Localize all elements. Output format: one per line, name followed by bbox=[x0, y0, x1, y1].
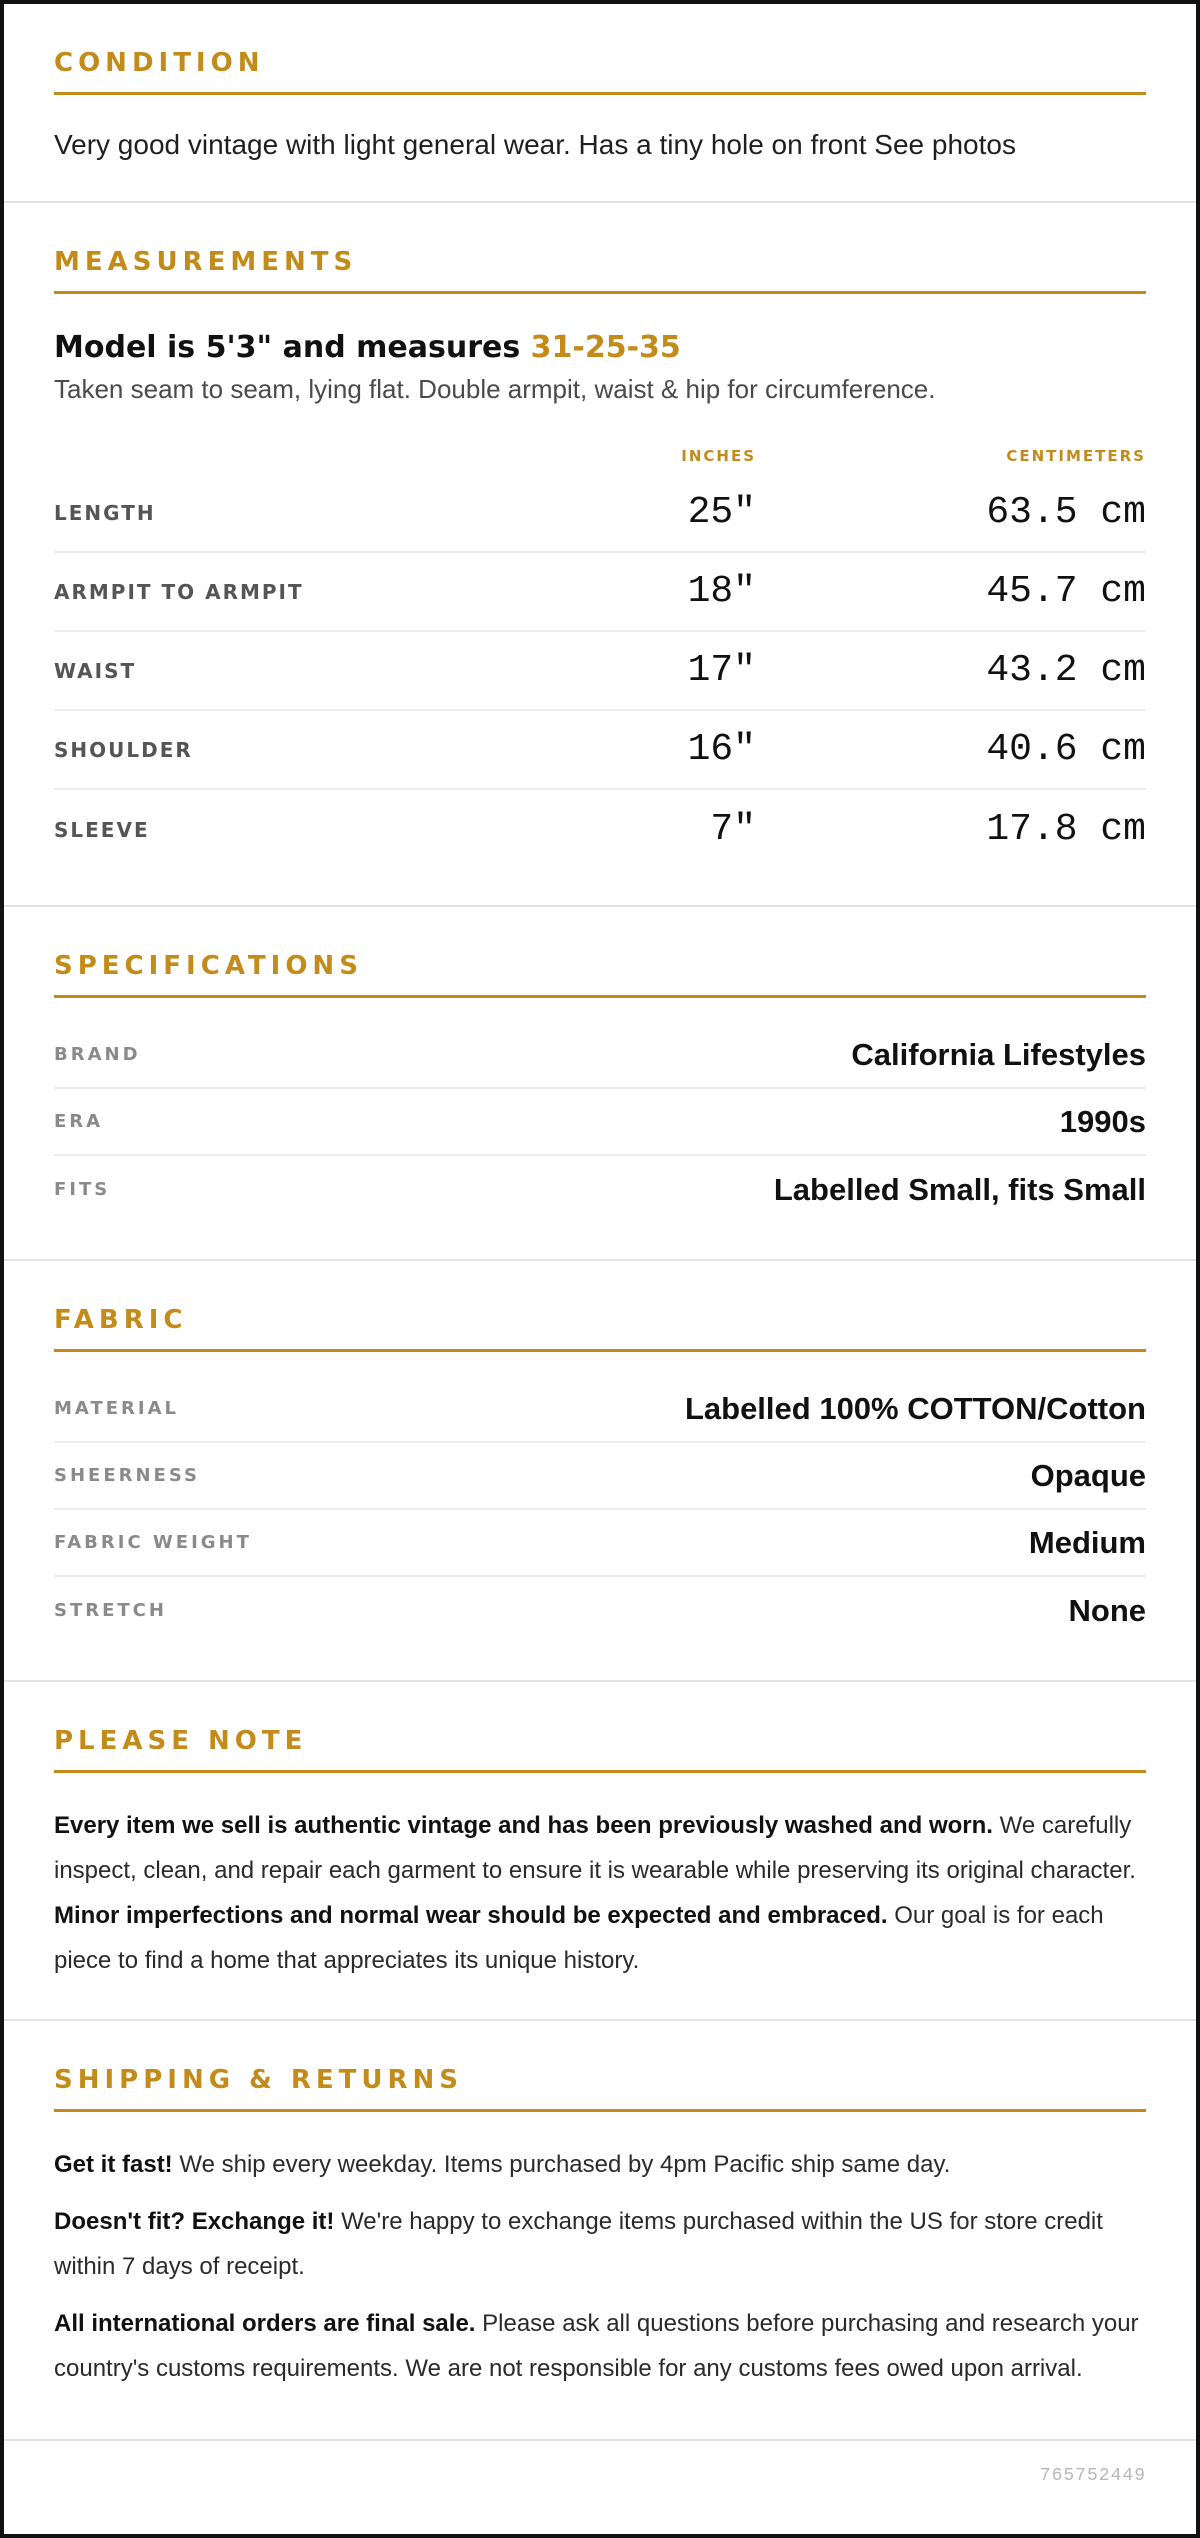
table-row bbox=[54, 711, 1146, 790]
please-note-heading: PLEASE NOTE bbox=[54, 1726, 1146, 1773]
specifications-heading: SPECIFICATIONS bbox=[54, 951, 1146, 998]
measurements-section bbox=[4, 203, 1196, 907]
spec-value: 1990s bbox=[1059, 1103, 1146, 1139]
note-text: Our goal is for each piece to find a home that appreciates its unique history. bbox=[54, 1902, 1104, 1974]
model-measurements bbox=[54, 328, 1146, 368]
shipping-emphasis: All international orders are final sale. bbox=[54, 2310, 476, 2337]
note-text: We carefully inspect, clean, and repair each garment to ensure it is wearable while preserving its original character. bbox=[54, 1812, 1136, 1884]
sku-number: 765752449 bbox=[1039, 2466, 1146, 2486]
please-note-section bbox=[4, 1682, 1196, 2021]
list-item bbox=[54, 1376, 1146, 1443]
model-measures-value: 31-25-35 bbox=[530, 330, 681, 365]
measurement-label: LENGTH bbox=[54, 500, 156, 525]
measurement-inches: 25" bbox=[687, 491, 756, 534]
note-emphasis: Minor imperfections and normal wear should be expected and embraced. bbox=[54, 1902, 888, 1929]
shipping-text: We ship every weekday. Items purchased by 4pm Pacific ship same day. bbox=[172, 2151, 951, 2178]
shipping-paragraph bbox=[54, 2136, 1146, 2187]
centimeters-column-header: CENTIMETERS bbox=[1006, 447, 1146, 465]
measurement-label: WAIST bbox=[54, 658, 137, 683]
fabric-label: FABRIC WEIGHT bbox=[54, 1532, 252, 1553]
fabric-value: Medium bbox=[1028, 1524, 1146, 1560]
measurement-cm: 43.2 cm bbox=[986, 649, 1146, 692]
measurement-inches: 18" bbox=[687, 570, 756, 613]
list-item bbox=[54, 1577, 1146, 1644]
shipping-text: We're happy to exchange items purchased within the US for store credit within 7 days of receipt. bbox=[54, 2208, 1103, 2280]
shipping-emphasis: Doesn't fit? Exchange it! bbox=[54, 2208, 335, 2235]
condition-heading: CONDITION bbox=[54, 48, 1146, 95]
measurement-label: ARMPIT TO ARMPIT bbox=[54, 579, 304, 604]
note-emphasis: Every item we sell is authentic vintage and has been previously washed and worn. bbox=[54, 1812, 993, 1839]
measurements-table-header bbox=[54, 438, 1146, 474]
spec-value: Labelled Small, fits Small bbox=[773, 1171, 1146, 1207]
measurement-cm: 17.8 cm bbox=[986, 808, 1146, 851]
model-prefix: Model is 5'3" and measures bbox=[54, 330, 531, 365]
fabric-list bbox=[54, 1376, 1146, 1644]
measurement-cm: 40.6 cm bbox=[986, 728, 1146, 771]
fabric-label: STRETCH bbox=[54, 1600, 167, 1621]
measurement-cm: 63.5 cm bbox=[986, 491, 1146, 534]
spec-label: FITS bbox=[54, 1179, 111, 1200]
inches-column-header: INCHES bbox=[681, 447, 756, 465]
condition-text: Very good vintage with light general wear. Has a tiny hole on front See photos bbox=[54, 129, 1016, 160]
condition-section bbox=[4, 4, 1196, 203]
fabric-section bbox=[4, 1261, 1196, 1682]
shipping-section bbox=[4, 2021, 1196, 2441]
specifications-list bbox=[54, 1022, 1146, 1223]
shipping-text: Please ask all questions before purchasing and research your country's customs requirements. We are not responsible for any customs fees owed upon arrival. bbox=[54, 2310, 1139, 2382]
measurement-note: Taken seam to seam, lying flat. Double armpit, waist & hip for circumference. bbox=[54, 374, 936, 404]
table-row bbox=[54, 790, 1146, 869]
shipping-heading: SHIPPING & RETURNS bbox=[54, 2065, 1146, 2112]
measurements-heading: MEASUREMENTS bbox=[54, 247, 1146, 294]
shipping-emphasis: Get it fast! bbox=[54, 2151, 173, 2178]
measurement-cm: 45.7 cm bbox=[986, 570, 1146, 613]
spec-label: ERA bbox=[54, 1111, 104, 1132]
measurement-inches: 17" bbox=[687, 649, 756, 692]
spec-value: California Lifestyles bbox=[851, 1036, 1146, 1072]
fabric-label: SHEERNESS bbox=[54, 1465, 200, 1486]
list-item bbox=[54, 1022, 1146, 1089]
table-row bbox=[54, 474, 1146, 553]
fabric-value: None bbox=[1068, 1592, 1146, 1628]
list-item bbox=[54, 1443, 1146, 1510]
measurements-table bbox=[54, 438, 1146, 869]
list-item bbox=[54, 1510, 1146, 1577]
fabric-value: Labelled 100% COTTON/Cotton bbox=[684, 1390, 1146, 1426]
specifications-section bbox=[4, 907, 1196, 1261]
measurement-inches: 7" bbox=[710, 808, 756, 851]
please-note-text bbox=[54, 1797, 1146, 1983]
fabric-value: Opaque bbox=[1030, 1457, 1146, 1493]
table-row bbox=[54, 632, 1146, 711]
list-item bbox=[54, 1089, 1146, 1156]
measurement-label: SLEEVE bbox=[54, 817, 150, 842]
exchange-paragraph bbox=[54, 2199, 1146, 2289]
fabric-label: MATERIAL bbox=[54, 1398, 179, 1419]
table-row bbox=[54, 553, 1146, 632]
measurement-inches: 16" bbox=[687, 728, 756, 771]
footer bbox=[4, 2441, 1196, 2511]
international-paragraph bbox=[54, 2301, 1146, 2391]
spec-label: BRAND bbox=[54, 1044, 141, 1065]
fabric-heading: FABRIC bbox=[54, 1305, 1146, 1352]
measurement-label: SHOULDER bbox=[54, 737, 193, 762]
list-item bbox=[54, 1156, 1146, 1223]
